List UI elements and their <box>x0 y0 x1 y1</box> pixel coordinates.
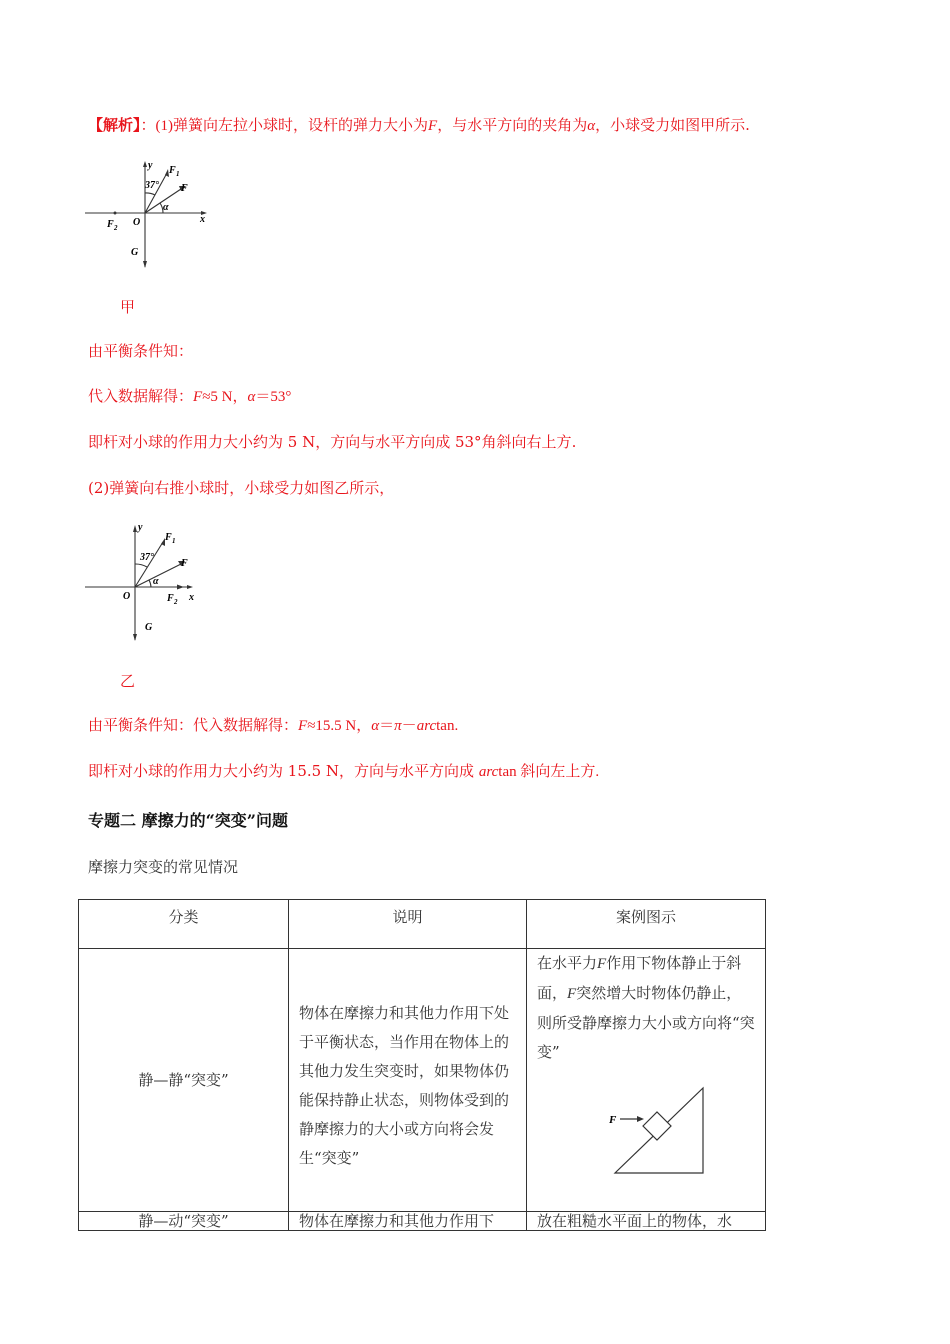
intro-text-c: ，小球受力如图甲所示. <box>595 116 750 134</box>
case-var-f2: F <box>567 986 577 1002</box>
solve2-arc: arc <box>416 718 437 734</box>
solve2-pi: π <box>394 718 402 734</box>
conclusion2-text-b: tan 斜向左上方. <box>498 764 600 780</box>
fig2-origin-label: O <box>123 591 131 602</box>
incline-f-label: F <box>609 1114 617 1126</box>
fig1-f1-sub: 1 <box>176 170 180 178</box>
solve2-f: F <box>298 718 308 734</box>
solve1-f: F <box>193 389 203 405</box>
fig2-f-label: F <box>181 558 188 569</box>
fig1-f1-label: F <box>169 165 176 176</box>
table-header-row <box>79 900 766 949</box>
row1-case-text <box>537 949 755 1067</box>
fig2-y-label: y <box>138 522 143 533</box>
solve-line-2 <box>88 715 458 736</box>
solve1-text-c: ＝53° <box>255 389 292 405</box>
force-diagram-1 <box>85 155 215 275</box>
row1-category: 静—静“突变” <box>79 949 289 1212</box>
header-case: 案例图示 <box>527 900 766 949</box>
solve1-text-b: ≈5 N， <box>202 389 248 405</box>
balance-line-1: 由平衡条件知： <box>88 342 194 360</box>
solve2-text-e: tan. <box>436 718 459 734</box>
incline-block <box>643 1112 671 1140</box>
conclusion2-text-a: 即杆对小球的作用力大小约为 15.5 N，方向与水平方向成 <box>88 762 479 780</box>
fig2-f1-sub: 1 <box>172 537 176 545</box>
header-category: 分类 <box>79 900 289 949</box>
fig2-x-label: x <box>189 592 194 603</box>
row2-category: 静—动“突变” <box>79 1212 289 1231</box>
figure1-caption: 甲 <box>120 298 136 316</box>
incline-figure <box>595 1085 715 1180</box>
fig2-g-label: G <box>145 622 153 633</box>
friction-cases-table <box>78 899 766 1231</box>
fig1-origin-label: O <box>133 217 141 228</box>
row1-case <box>527 949 766 1212</box>
row2-description: 物体在摩擦力和其他力作用下 <box>289 1212 527 1231</box>
solve2-text-c: ＝ <box>379 718 395 734</box>
angle-arc-alpha <box>149 580 151 587</box>
conclusion-line-2 <box>88 761 599 782</box>
fig1-angle-label: 37° <box>145 180 159 191</box>
var-f: F <box>428 118 438 134</box>
part2-intro-line: (2)弹簧向右推小球时，小球受力如图乙所示， <box>88 479 395 497</box>
fig1-f2-sub: 2 <box>114 224 118 232</box>
header-description: 说明 <box>289 900 527 949</box>
analysis-tag: 【解析】 <box>88 116 141 134</box>
row2-case: 放在粗糙水平面上的物体，水 <box>527 1212 766 1231</box>
solve2-text-b: ≈15.5 N， <box>307 718 372 734</box>
row1-description: 物体在摩擦力和其他力作用下处于平衡状态，当作用在物体上的其他力发生突变时，如果物体仍能保持静止状态，则物体受到的静摩擦力的大小或方向将会发生“突变” <box>289 949 527 1212</box>
fig1-g-label: G <box>131 247 139 258</box>
conclusion2-arc: arc <box>478 764 499 780</box>
force-diagram-2 <box>85 520 215 645</box>
angle-arc-37 <box>145 193 155 195</box>
var-alpha: α <box>587 118 596 134</box>
solve2-alpha: α <box>371 718 380 734</box>
table-row <box>79 1212 766 1231</box>
fig1-y-label: y <box>148 160 153 171</box>
fig2-f2-sub: 2 <box>174 598 178 606</box>
section-title: 专题二 摩擦力的“突变”问题 <box>88 811 288 830</box>
fig1-alpha-label: α <box>163 202 169 213</box>
case-text-b: 作用下物体静止于斜面， <box>537 954 742 1002</box>
section-subtitle: 摩擦力突变的常见情况 <box>88 858 239 876</box>
fig2-angle-label: 37° <box>140 552 154 563</box>
fig1-f2-label: F <box>107 219 114 230</box>
figure2-caption: 乙 <box>120 672 136 690</box>
intro-text-a: ：(1)弹簧向左拉小球时，设杆的弹力大小为 <box>140 118 429 134</box>
case-text-a: 在水平力 <box>537 954 598 972</box>
solve-line-1 <box>88 386 291 407</box>
angle-arc-37 <box>135 564 147 567</box>
fig2-alpha-label: α <box>153 576 159 587</box>
fig1-x-label: x <box>200 214 205 225</box>
solve2-text-a: 由平衡条件知：代入数据解得： <box>88 716 299 734</box>
fig1-f-label: F <box>181 183 188 194</box>
case-text-c: 突然增大时物体仍静止，则所受静摩擦力大小或方向将“突变” <box>537 984 755 1061</box>
case-var-f: F <box>597 956 607 972</box>
analysis-intro-line <box>88 115 750 136</box>
fig2-f1-label: F <box>165 532 172 543</box>
solve1-text-a: 代入数据解得： <box>88 387 194 405</box>
table-row <box>79 949 766 1212</box>
solve2-text-d: － <box>401 718 417 734</box>
fig2-f2-label: F <box>167 593 174 604</box>
intro-text-b: ，与水平方向的夹角为 <box>437 116 588 134</box>
conclusion-line-1: 即杆对小球的作用力大小约为 5 N，方向与水平方向成 53°角斜向右上方. <box>88 433 577 451</box>
solve1-alpha: α <box>247 389 256 405</box>
